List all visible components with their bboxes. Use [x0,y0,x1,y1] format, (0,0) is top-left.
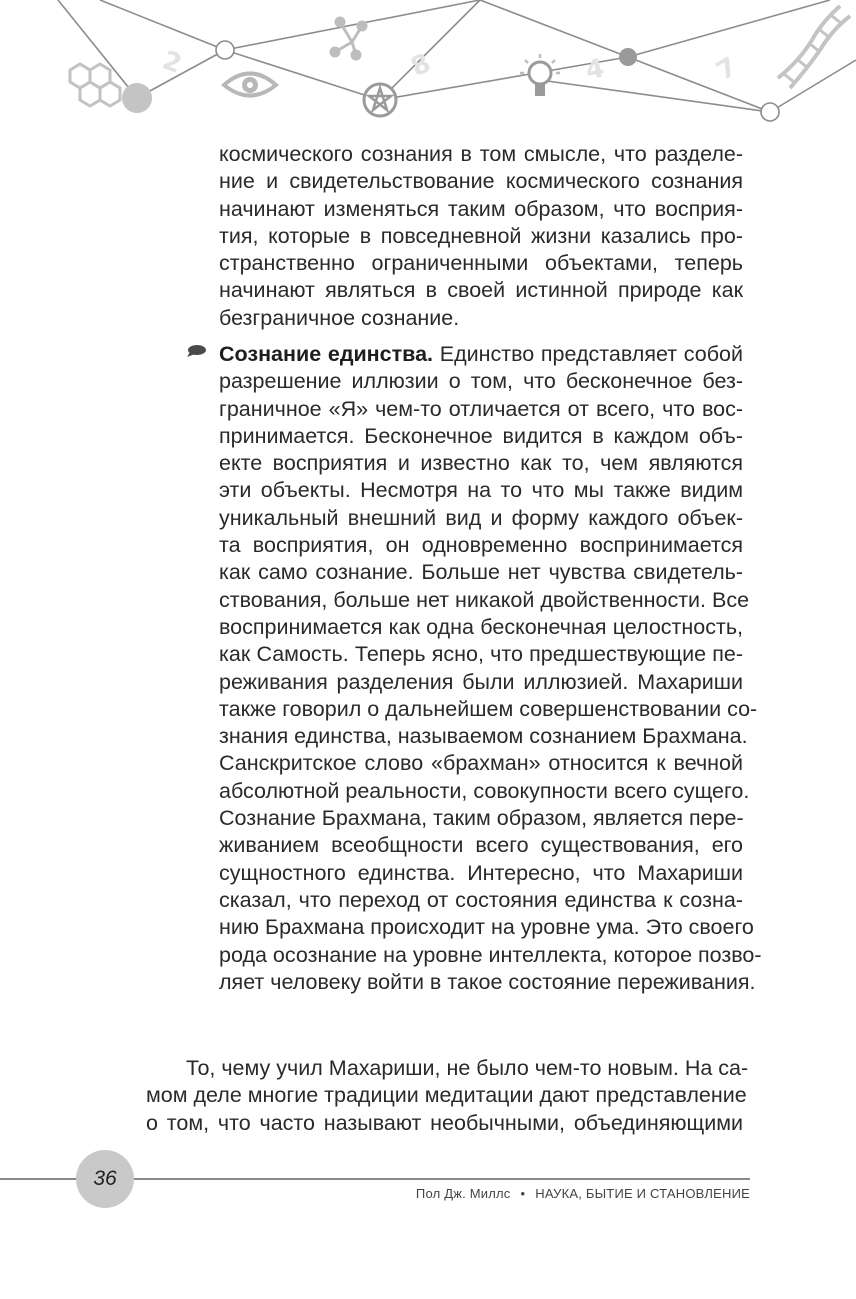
text-line: начинают являться в своей истинной природе как [219,278,743,303]
text-line: тия, которые в повседневной жизни казались про- [219,223,743,248]
footer-author: Пол Дж. Миллс [415,1186,511,1201]
node-filled-small [619,48,637,66]
text-line: та восприятия, он одновременно воспринимается [219,533,743,558]
text-line: космического сознания в том смысле, что разделе- [219,142,743,166]
text-line: реживания разделения были иллюзией. Махариши [219,669,743,694]
text-line: живанием всеобщности всего существования, его [219,833,743,858]
text-line: сущностного единства. Интересно, что Махариши [219,860,743,885]
text-line: нию Брахмана происходит на уровне ума. Это своего [219,915,754,940]
text-line: начинают изменяться таким образом, что восприя- [219,196,743,221]
honeycomb-icon [70,64,120,106]
paragraph-unity-consciousness [219,341,762,996]
text-fragment: Единство представляет собой [433,342,743,366]
footer-separator: • [520,1186,526,1201]
text-line: То, чему учил Махариши, не было чем-то новым. На са- [186,1056,749,1080]
page-number: 36 [93,1167,117,1190]
text-line: как само сознание. Больше нет чувства свидетель- [219,560,743,585]
decor-number: 2 [158,45,186,80]
footer-book-title: НАУКА, БЫТИЕ И СТАНОВЛЕНИЕ [535,1186,750,1201]
decor-number: 8 [406,48,436,83]
text-line: также говорил о дальнейшем совершенствовании со- [219,696,758,721]
text-line: о том, что часто называют необычными, объединяющими [146,1110,743,1135]
text-line: безграничное сознание. [219,305,460,330]
text-line: воспринимается как одна бесконечная целостность, [219,614,743,639]
speech-bubble-bullet-icon [185,344,207,360]
pentacle-icon [364,84,396,116]
text-line: абсолютной реальности, совокупности всего сущего. [219,778,750,803]
unity-heading: Сознание единства. [219,342,434,366]
text-line: ляет человеку войти в такое состояние переживания. [219,969,756,994]
text-line: рода осознание на уровне интеллекта, которое позво- [219,942,762,967]
dna-icon [778,6,850,88]
text-line: разрешение иллюзии о том, что бесконечное без- [219,369,743,394]
text-line: принимается. Бесконечное видится в каждом объ- [219,423,743,448]
node-filled [122,83,152,113]
text-line: уникальный внешний вид и форму каждого объек- [219,505,743,530]
text-line: знания единства, называемом сознанием Брахмана. [219,724,748,749]
decor-number: 4 [583,53,607,87]
text-line: сказал, что переход от состояния единства к созна- [219,887,743,912]
node-hollow [761,103,779,121]
text-line: граничное «Я» чем-то отличается от всего, что вос- [219,396,743,421]
running-footer [416,1186,750,1201]
molecule-icon [331,18,366,59]
text-line: ствования, больше нет никакой двойственности. Все [219,587,750,612]
eye-icon [224,74,276,96]
text-line: мом деле многие традиции медитации дают представление [146,1083,747,1108]
text-line: ние и свидетельствование космического сознания [219,169,743,194]
paragraph-main [146,1055,749,1137]
text-line [219,341,743,368]
text-line: как Самость. Теперь ясно, что предшествующие пе- [219,642,743,667]
header-decoration [0,0,856,130]
text-line: эти объекты. Несмотря на то что мы также видим [219,478,743,503]
decor-number: 7 [711,51,743,87]
text-line: странственно ограниченными объектами, теперь [219,251,743,276]
text-line: Сознание Брахмана, таким образом, является пере- [219,806,744,831]
header-nodes [122,41,779,121]
text-line: Санскритское слово «брахман» относится к вечной [219,751,743,776]
node-hollow [216,41,234,59]
text-line: екте восприятия и известно как то, чем являются [219,451,743,476]
paragraph-cosmic-consciousness [219,141,743,332]
